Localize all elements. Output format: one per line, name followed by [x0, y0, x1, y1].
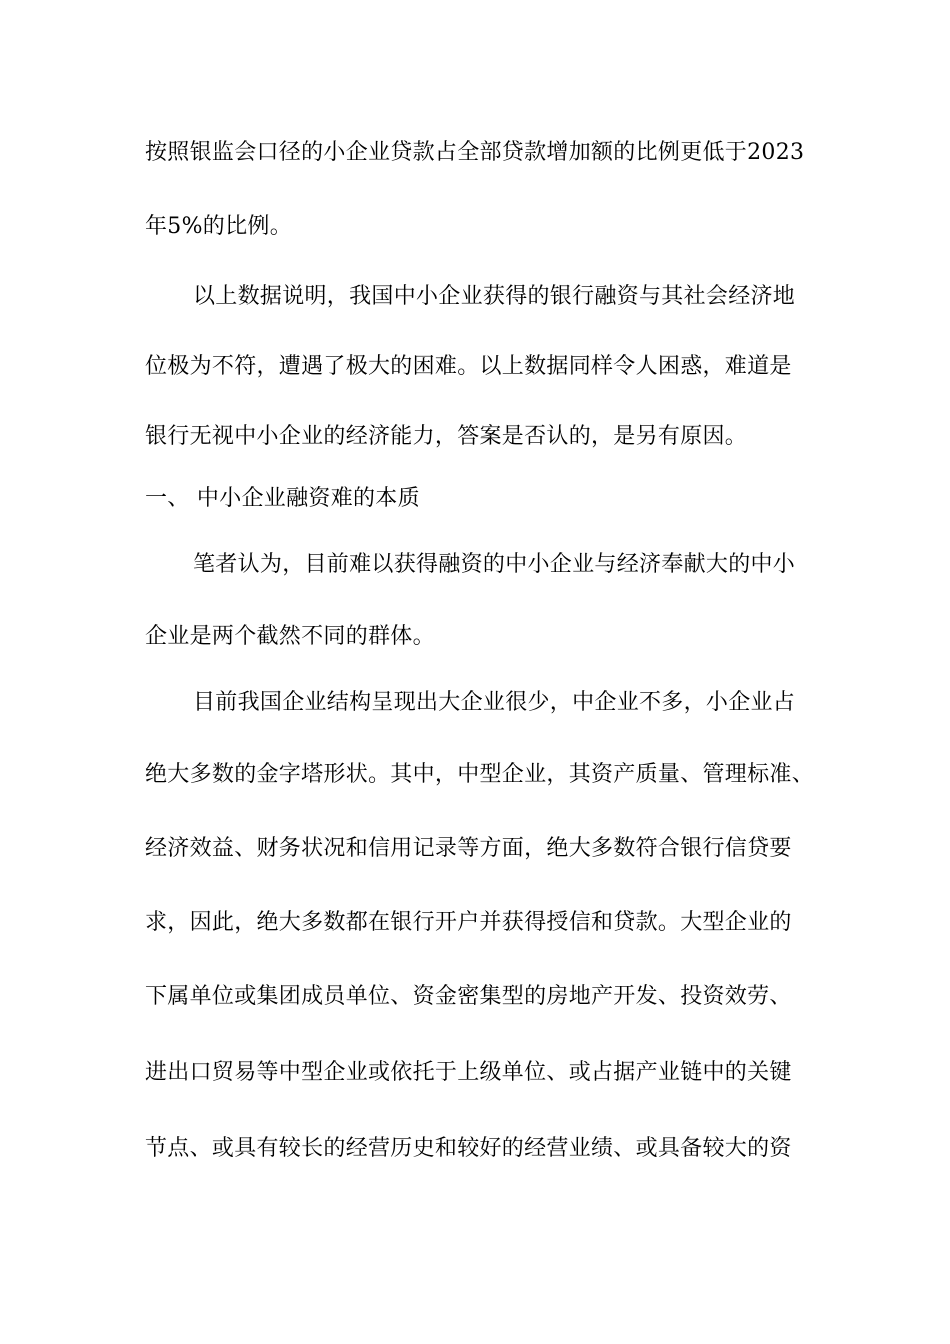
paragraph-line: 年5%的比例。	[145, 214, 293, 239]
paragraph-line: 目前我国企业结构呈现出大企业很少，中企业不多，小企业占	[193, 690, 796, 715]
paragraph-line: 以上数据说明，我国中小企业获得的银行融资与其社会经济地	[193, 284, 796, 309]
paragraph-line: 绝大多数的金字塔形状。其中，中型企业，其资产质量、管理标准、	[145, 762, 815, 787]
paragraph-line: 位极为不符，遭遇了极大的困难。以上数据同样令人困惑，难道是	[145, 354, 792, 379]
paragraph-line: 下属单位或集团成员单位、资金密集型的房地产开发、投资效劳、	[145, 984, 792, 1009]
paragraph-line: 经济效益、财务状况和信用记录等方面，绝大多数符合银行信贷要	[145, 836, 792, 861]
paragraph-line: 按照银监会口径的小企业贷款占全部贷款增加额的比例更低于2023	[145, 140, 805, 165]
section-heading: 一、 中小企业融资难的本质	[145, 486, 420, 511]
paragraph-line: 银行无视中小企业的经济能力，答案是否认的，是另有原因。	[145, 424, 748, 449]
paragraph-line: 求，因此，绝大多数都在银行开户并获得授信和贷款。大型企业的	[145, 910, 792, 935]
paragraph-line: 笔者认为，目前难以获得融资的中小企业与经济奉献大的中小	[193, 552, 796, 577]
paragraph-line: 进出口贸易等中型企业或依托于上级单位、或占据产业链中的关键	[145, 1060, 792, 1085]
paragraph-line: 企业是两个截然不同的群体。	[145, 624, 435, 649]
paragraph-line: 节点、或具有较长的经营历史和较好的经营业绩、或具备较大的资	[145, 1136, 792, 1161]
